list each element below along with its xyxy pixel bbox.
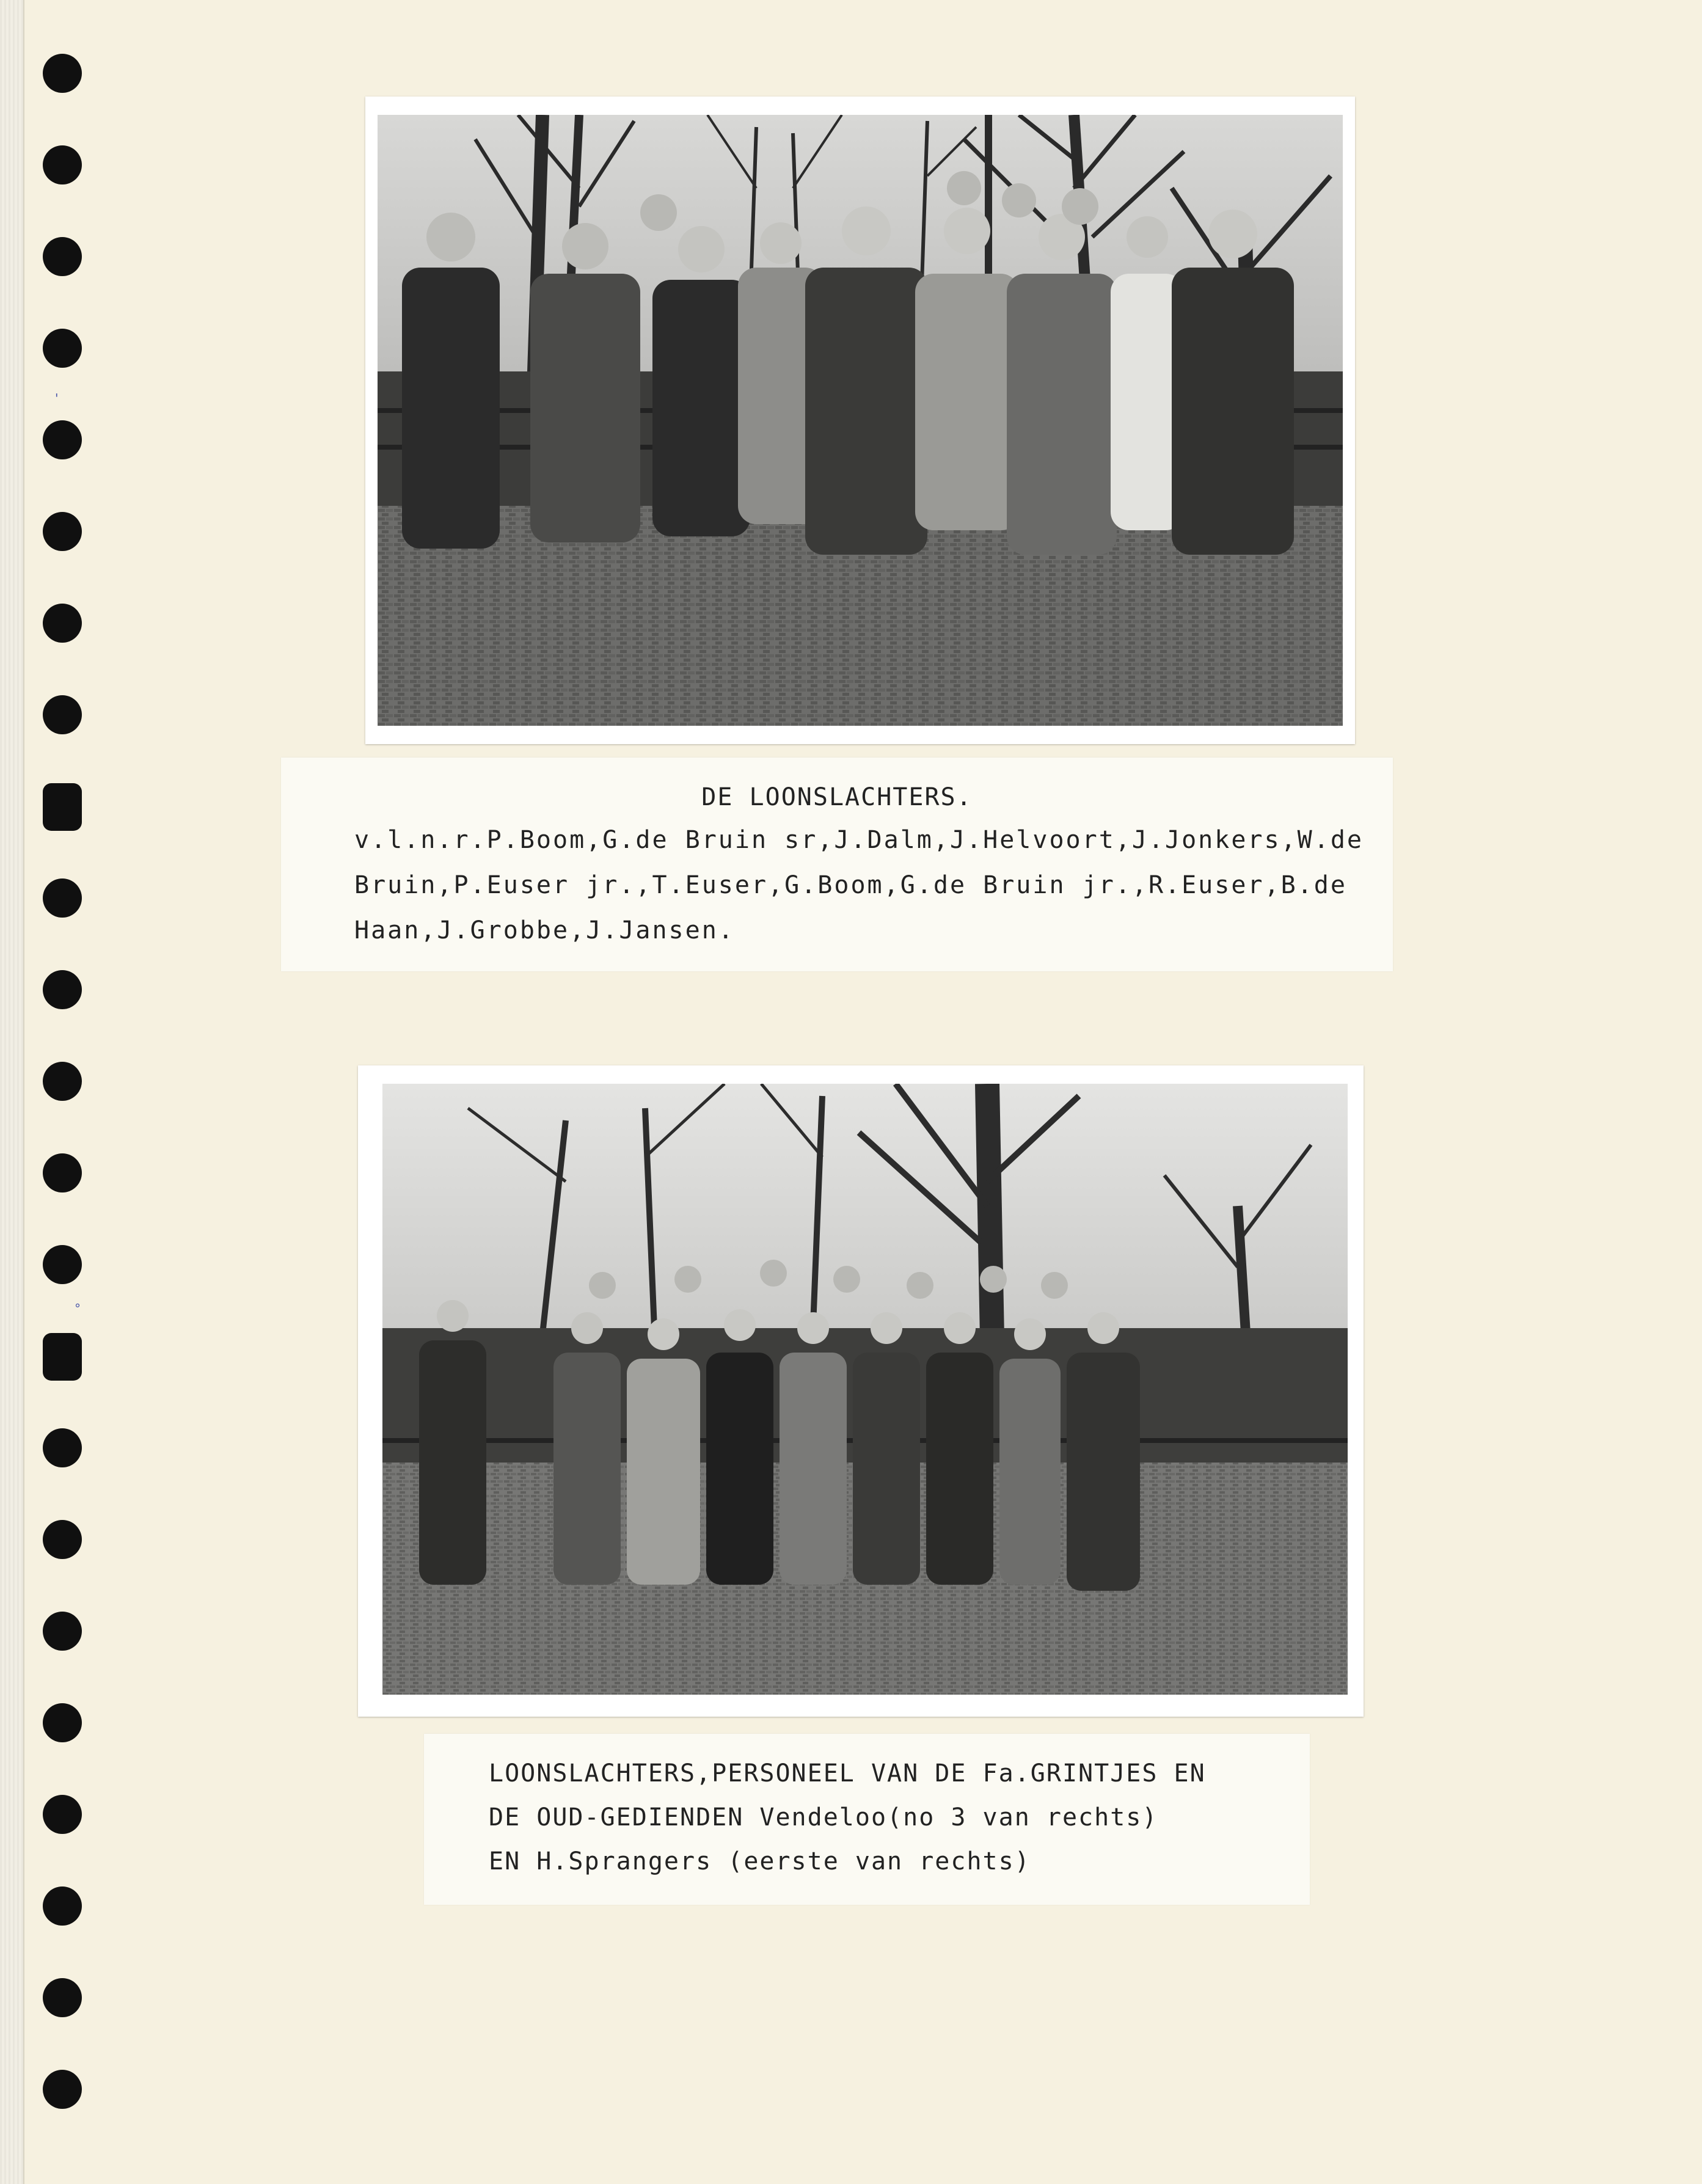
punch-hole bbox=[43, 1520, 82, 1559]
punch-hole bbox=[43, 54, 82, 93]
punch-hole bbox=[43, 604, 82, 643]
punch-hole bbox=[43, 329, 82, 368]
punch-hole bbox=[43, 237, 82, 276]
punch-hole bbox=[43, 783, 82, 831]
photo-loonslachters bbox=[365, 97, 1355, 744]
ink-mark: ° bbox=[75, 1301, 81, 1316]
ink-mark: ' bbox=[55, 391, 59, 406]
caption-line: Haan,J.Grobbe,J.Jansen. bbox=[354, 916, 735, 944]
punch-hole bbox=[43, 1612, 82, 1651]
punch-hole bbox=[43, 512, 82, 551]
punch-hole bbox=[43, 878, 82, 918]
caption-title: DE LOONSLACHTERS. bbox=[701, 783, 973, 811]
group-photo-staff-icon bbox=[382, 1084, 1348, 1695]
photo-personeel bbox=[358, 1065, 1364, 1717]
punch-hole bbox=[43, 1703, 82, 1742]
punch-hole bbox=[43, 1886, 82, 1926]
punch-hole bbox=[43, 1333, 82, 1381]
page-edge bbox=[0, 0, 24, 2184]
punch-hole bbox=[43, 1795, 82, 1834]
caption-line: Bruin,P.Euser jr.,T.Euser,G.Boom,G.de Bruin jr.,R.Euser,B.de bbox=[354, 871, 1347, 899]
caption-line: EN H.Sprangers (eerste van rechts) bbox=[489, 1847, 1031, 1875]
punch-hole bbox=[43, 420, 82, 459]
caption-line: LOONSLACHTERS,PERSONEEL VAN DE Fa.GRINTJES EN bbox=[489, 1759, 1206, 1788]
punch-hole bbox=[43, 1245, 82, 1284]
caption-line: v.l.n.r.P.Boom,G.de Bruin sr,J.Dalm,J.Helvoort,J.Jonkers,W.de bbox=[354, 826, 1364, 854]
punch-hole bbox=[43, 145, 82, 184]
punch-hole bbox=[43, 970, 82, 1009]
punch-hole bbox=[43, 1978, 82, 2017]
caption-line: DE OUD-GEDIENDEN Vendeloo(no 3 van rechts) bbox=[489, 1803, 1158, 1832]
caption-personeel bbox=[424, 1734, 1310, 1905]
punch-hole bbox=[43, 2070, 82, 2109]
punch-hole bbox=[43, 695, 82, 734]
group-photo-butchers-icon bbox=[378, 115, 1343, 726]
caption-loonslachters bbox=[281, 758, 1393, 971]
punch-hole bbox=[43, 1428, 82, 1467]
punch-hole bbox=[43, 1062, 82, 1101]
punch-hole bbox=[43, 1153, 82, 1192]
